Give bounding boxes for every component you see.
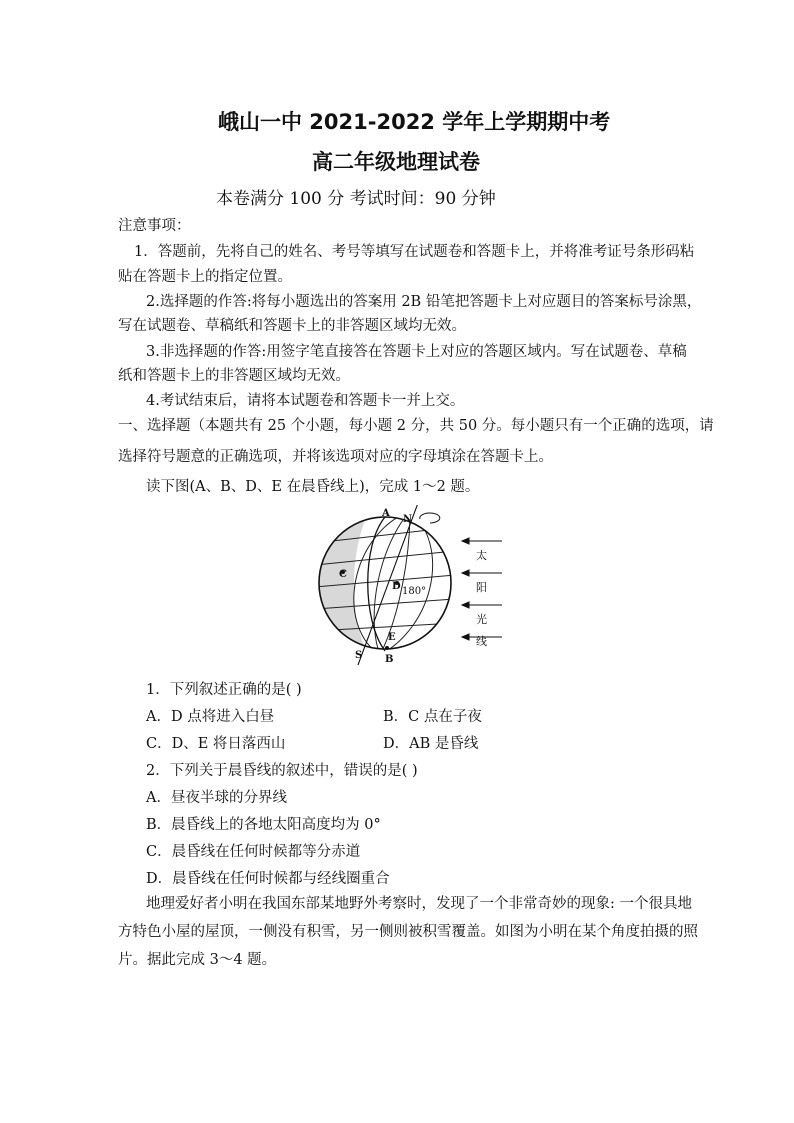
q1-option-a: A．D 点将进入白昼 (146, 709, 275, 725)
q1-option-c: C．D、E 将日落西山 (146, 736, 286, 752)
passage-line-2: 方特色小屋的屋顶，一侧没有积雪，另一侧则被积雪覆盖。如图为小明在某个角度拍摄的照 (118, 924, 698, 940)
q2-option-c: C．晨昏线在任何时候都等分赤道 (146, 844, 361, 860)
q2-option-b: B．晨昏线上的各地太阳高度均为 0° (146, 817, 381, 833)
q2-option-a: A．昼夜半球的分界线 (146, 790, 287, 806)
point-b (385, 646, 389, 650)
sun-char-4: 线 (476, 635, 487, 647)
exam-info: 本卷满分 100 分 考试时间：90 分钟 (216, 189, 496, 209)
sunlight-arrows (456, 535, 506, 647)
notes-heading: 注意事项： (118, 218, 191, 234)
passage-line-1: 地理爱好者小明在我国东部某地野外考察时，发现了一个非常奇妙的现象: 一个很具地 (146, 896, 692, 912)
q1-option-b: B．C 点在子夜 (383, 709, 482, 725)
sun-char-1: 太 (476, 549, 487, 562)
note-2-line-2: 写在试题卷、草稿纸和答题卡上的非答题区域均无效。 (118, 318, 466, 334)
note-3-line-2: 纸和答题卡上的非答题区域均无效。 (118, 368, 350, 384)
q2-option-d: D．晨昏线在任何时候都与经线圈重合 (146, 871, 390, 887)
globe-diagram (310, 505, 460, 665)
note-1-line-1: 1．答题前，先将自己的姓名、考号等填写在试题卷和答题卡上，并将准考证号条形码粘 (134, 244, 695, 260)
page-title: 峨山一中 2021-2022 学年上学期期中考 (218, 110, 611, 134)
label-d: D (392, 581, 401, 592)
label-a: A (382, 508, 390, 519)
note-3-line-1: 3.非选择题的作答:用签字笔直接答在答题卡上对应的答题区域内。写在试题卷、草稿 (146, 344, 687, 360)
label-c: C (339, 569, 347, 580)
q1-option-d: D．AB 是昏线 (383, 736, 479, 752)
label-s: S (355, 650, 363, 661)
section-1-line-1: 一、选择题（本题共有 25 个小题，每小题 2 分，共 50 分。每小题只有一个正确的选项，请 (118, 418, 714, 434)
q2-stem: 2．下列关于晨昏线的叙述中，错误的是( ) (146, 763, 418, 779)
label-180-degrees: 180° (402, 586, 427, 597)
section-1-line-2: 选择符号题意的正确选项，并将该选项对应的字母填涂在答题卡上。 (118, 449, 553, 465)
note-4: 4.考试结束后，请将本试题卷和答题卡一并上交。 (146, 393, 465, 409)
sun-char-3: 光 (476, 613, 487, 626)
note-1-line-2: 贴在答题卡上的指定位置。 (118, 269, 292, 285)
figure-intro: 读下图(A、B、D、E 在晨昏线上)，完成 1～2 题。 (146, 479, 480, 495)
sun-char-2: 阳 (476, 581, 487, 594)
page-subtitle: 高二年级地理试卷 (312, 150, 480, 174)
note-2-line-1: 2.选择题的作答:将每小题选出的答案用 2B 铅笔把答题卡上对应题目的答案标号涂黑， (146, 294, 702, 310)
rotation-arrow-icon (420, 513, 440, 523)
q1-stem: 1．下列叙述正确的是( ) (146, 682, 302, 698)
label-n: N (403, 514, 413, 525)
passage-line-3: 片。据此完成 3～4 题。 (118, 952, 277, 968)
label-b: B (385, 654, 394, 665)
label-e: E (388, 632, 396, 643)
